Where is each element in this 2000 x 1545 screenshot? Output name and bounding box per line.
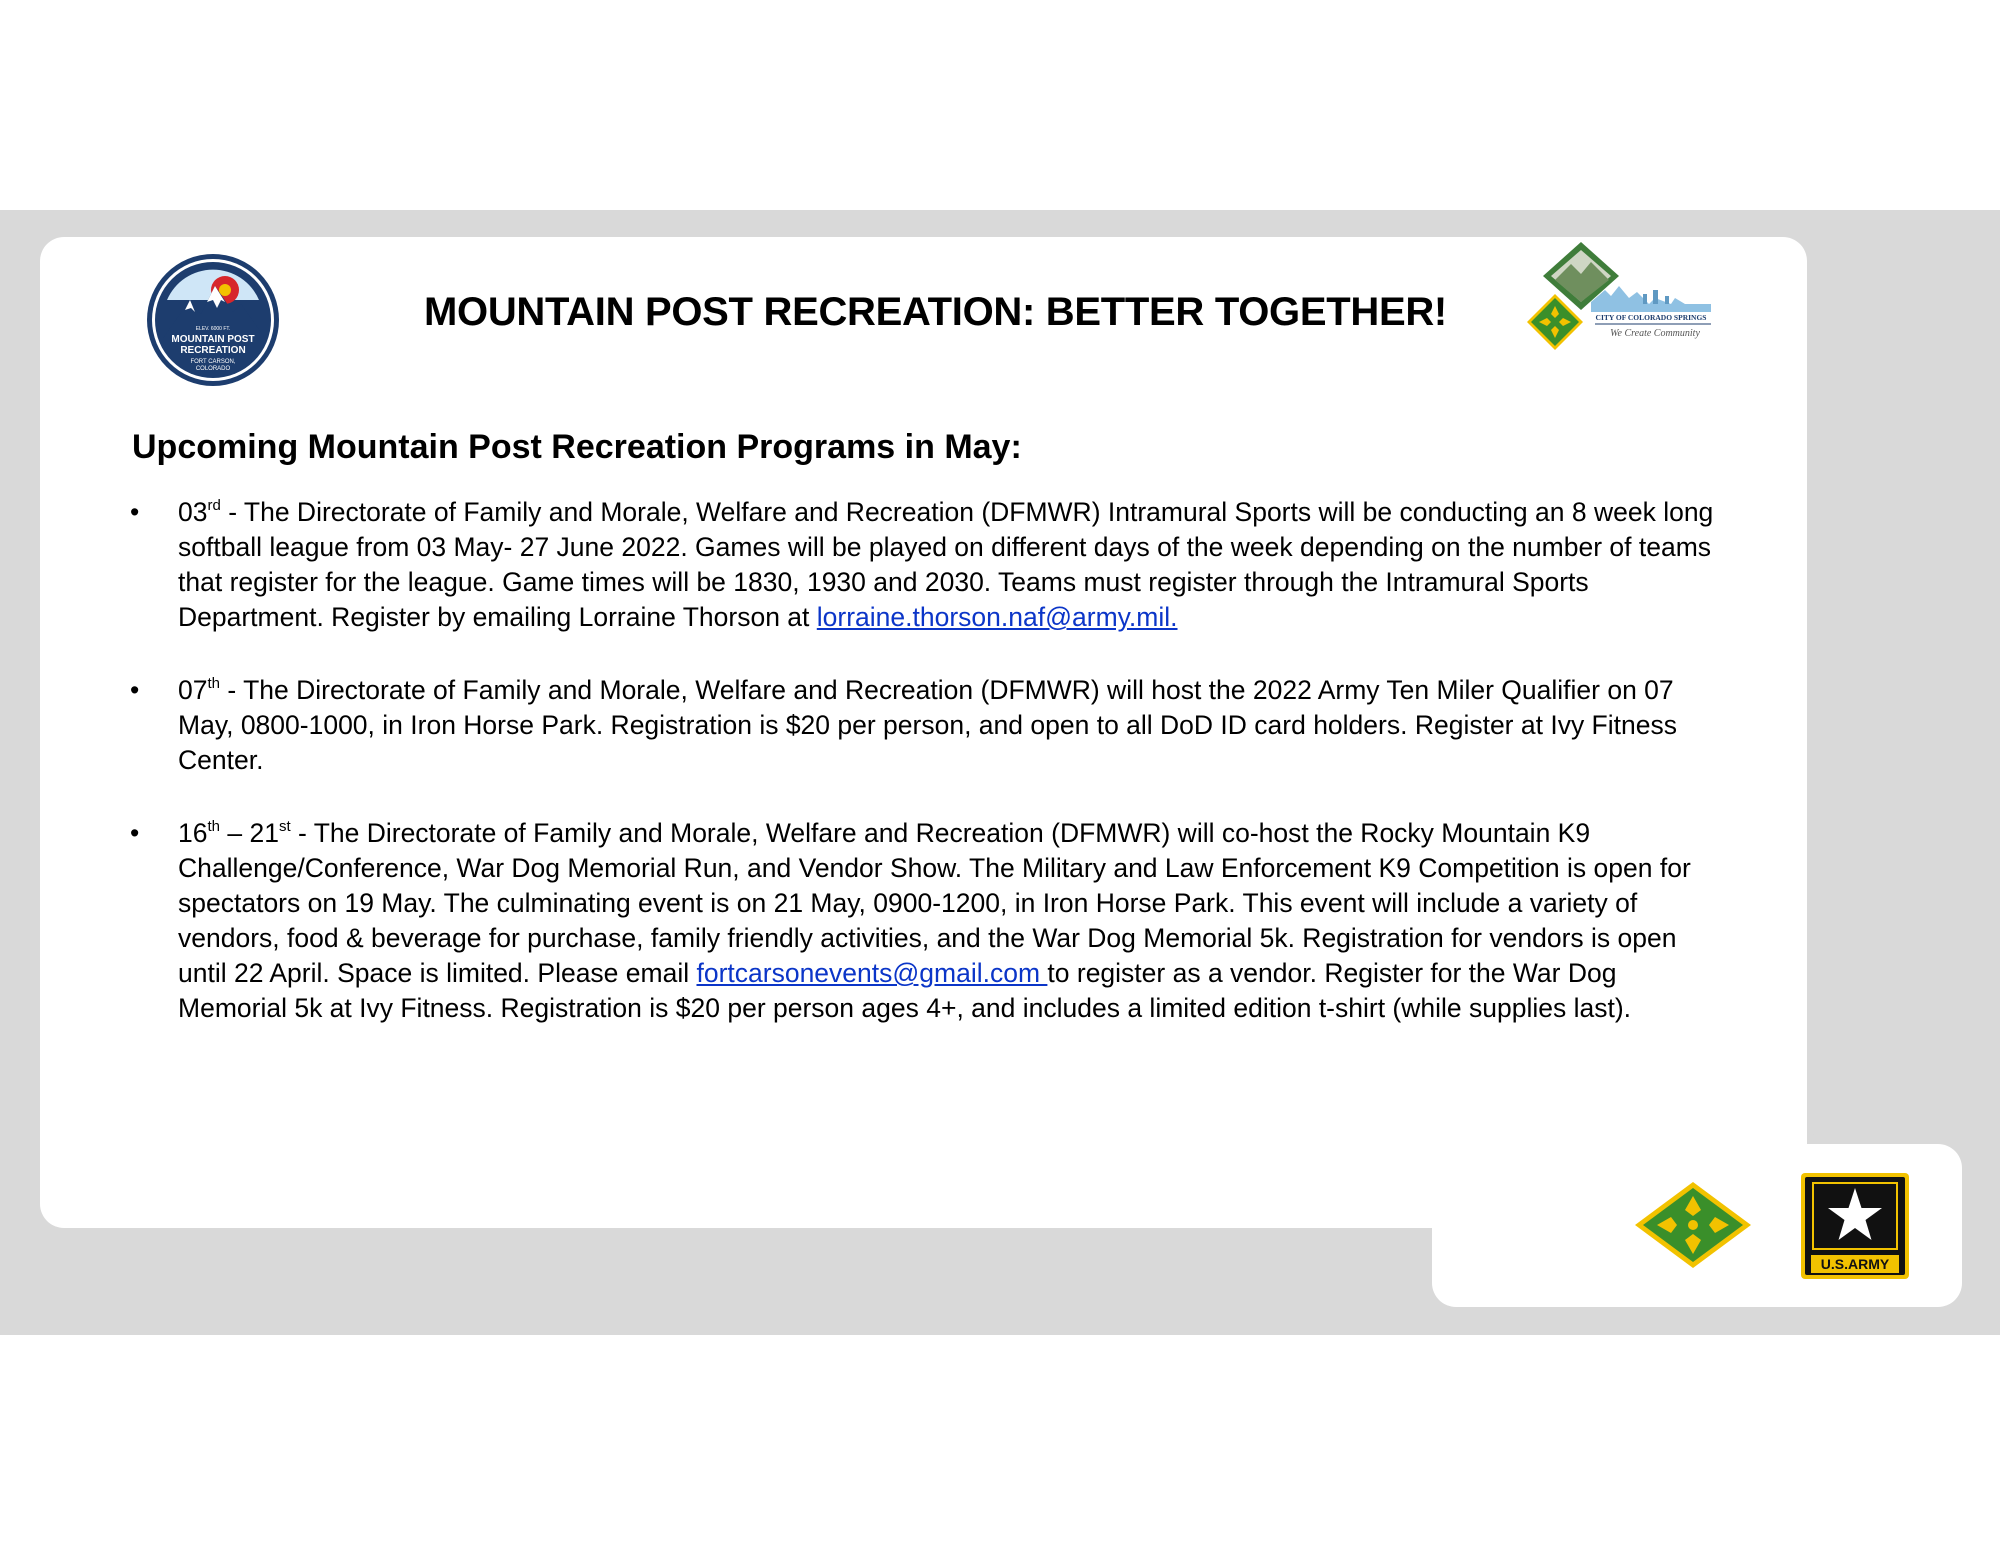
email-link[interactable]: lorraine.thorson.naf@army.mil. bbox=[816, 602, 1178, 632]
program-list bbox=[130, 495, 1730, 1064]
item-day: 03 bbox=[178, 497, 208, 527]
city-of-colorado-springs-logo bbox=[1525, 240, 1725, 355]
svg-text:FORT CARSON,: FORT CARSON, bbox=[190, 359, 236, 365]
item-text-after: to register as a vendor. Register for the War Dog Memorial 5k at Ivy Fitness. Registration is $20 per person ages 4+, and includes a limited edition t-shirt (while supplies last). bbox=[178, 958, 1632, 1023]
svg-text:RECREATION: RECREATION bbox=[180, 345, 246, 356]
svg-text:We Create Community: We Create Community bbox=[1610, 328, 1700, 339]
list-item bbox=[130, 673, 1730, 778]
item-day: 16 bbox=[178, 818, 208, 848]
page-title: MOUNTAIN POST RECREATION: BETTER TOGETHER! bbox=[424, 290, 1447, 334]
day-suffix: th bbox=[207, 818, 220, 835]
svg-text:ELEV. 6000 FT.: ELEV. 6000 FT. bbox=[195, 326, 231, 332]
item-text: - The Directorate of Family and Morale, Welfare and Recreation (DFMWR) will host the 2022 Army Ten Miler Qualifier on 07 May, 0800-1000, in Iron Horse Park. Registration is $20 per person, and open to all DoD ID card holders. Register at Ivy Fitness Center. bbox=[178, 675, 1677, 775]
section-heading: Upcoming Mountain Post Recreation Programs in May: bbox=[132, 428, 1022, 466]
bullet: • bbox=[130, 675, 140, 705]
day-suffix: th bbox=[207, 675, 220, 692]
ivy-division-logo bbox=[1633, 1180, 1753, 1270]
us-army-logo bbox=[1799, 1171, 1913, 1281]
item-text: - The Directorate of Family and Morale, Welfare and Recreation (DFMWR) will co-host the Rocky Mountain K9 Challenge/Conference, War Dog Memorial Run, and Vendor Show. The Military and Law Enforcement K9 Competition is open for spectators on 19 May. The culminating event is on 21 May, 0900-1200, in Iron Horse Park. This event will include a variety of vendors, food & beverage for purchase, family friendly activities, and the War Dog Memorial 5k. Registration for vendors is open until 22 April. Space is limited. Please email bbox=[178, 818, 1691, 988]
svg-text:U.S.ARMY: U.S.ARMY bbox=[1820, 1256, 1890, 1272]
mountain-post-recreation-logo bbox=[145, 252, 281, 388]
svg-text:MOUNTAIN POST: MOUNTAIN POST bbox=[171, 334, 255, 345]
list-item bbox=[130, 816, 1730, 1026]
item-dash: – 21 bbox=[220, 818, 279, 848]
bullet: • bbox=[130, 497, 140, 527]
bullet: • bbox=[130, 818, 140, 848]
card-notch bbox=[1807, 237, 2000, 1143]
day-suffix: st bbox=[278, 818, 291, 835]
item-text: - The Directorate of Family and Morale, Welfare and Recreation (DFMWR) Intramural Sports will be conducting an 8 week long softball league from 03 May- 27 June 2022. Games will be played on different days of the week depending on the number of teams that register for the league. Game times will be 1830, 1930 and 2030. Teams must register through the Intramural Sports Department. Register by emailing Lorraine Thorson at bbox=[178, 497, 1714, 632]
email-link[interactable]: fortcarsonevents@gmail.com bbox=[696, 958, 1048, 988]
list-item bbox=[130, 495, 1730, 635]
svg-text:CITY OF COLORADO SPRINGS: CITY OF COLORADO SPRINGS bbox=[1595, 313, 1707, 322]
day-suffix: rd bbox=[207, 497, 221, 514]
svg-text:COLORADO: COLORADO bbox=[195, 366, 231, 372]
item-day: 07 bbox=[178, 675, 208, 705]
